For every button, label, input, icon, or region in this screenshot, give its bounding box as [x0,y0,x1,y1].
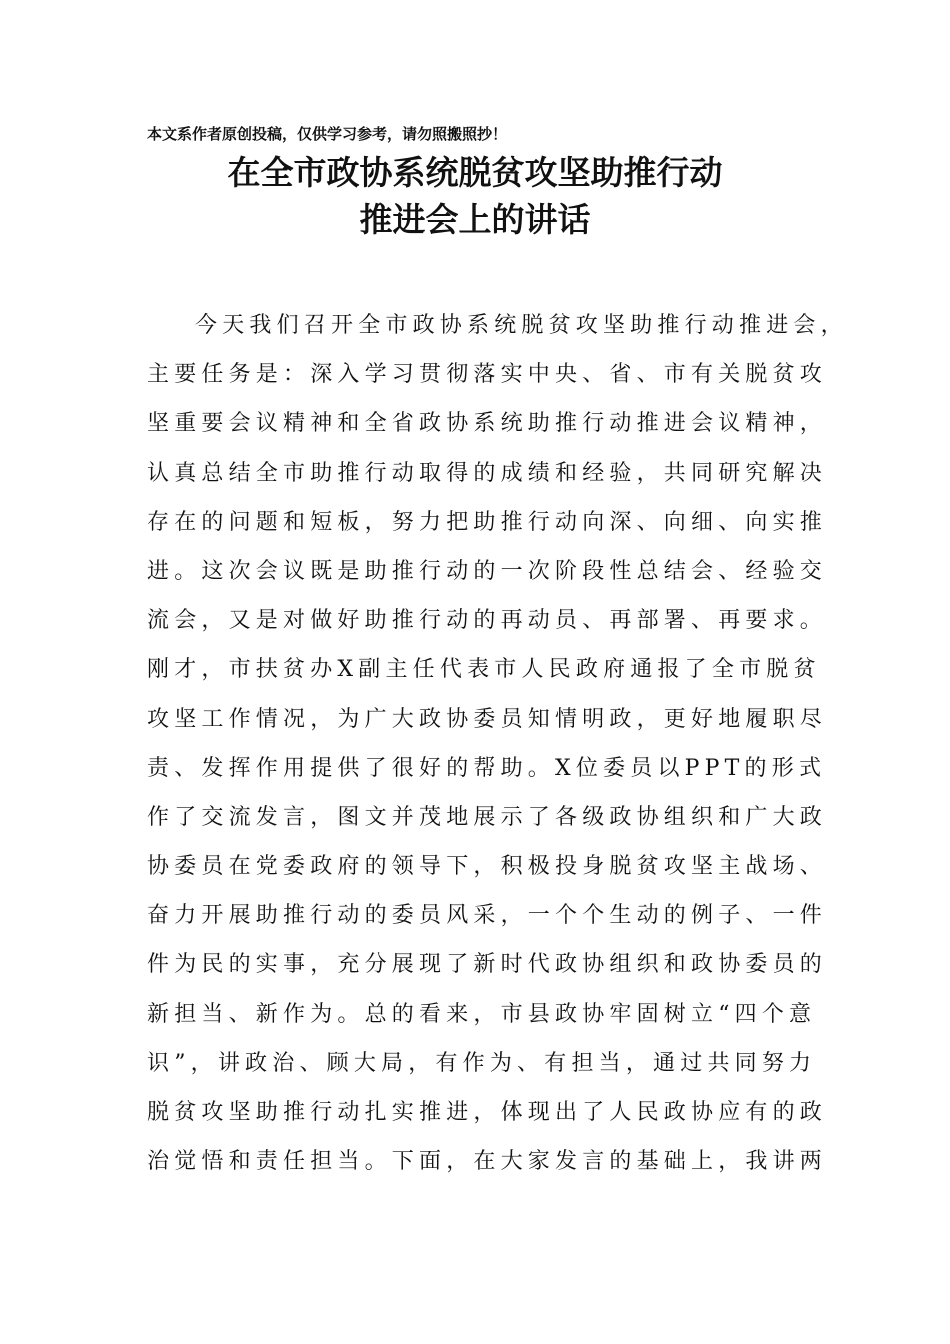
body-line: 脱贫攻坚助推行动扎实推进，体现出了人民政协应有的政 [147,1100,828,1125]
body-line: 流会，又是对做好助推行动的再动员、再部署、再要求。 [147,608,828,634]
body-line: 件为民的实事，充分展现了新时代政协组织和政协委员的 [147,952,828,978]
body-line: 刚才，市扶贫办X副主任代表市人民政府通报了全市脱贫 [147,657,821,683]
body-line: 存在的问题和短板，努力把助推行动向深、向细、向实推 [147,509,828,535]
body-line: 主要任务是：深入学习贯彻落实中央、省、市有关脱贫攻 [147,362,828,388]
body-line: 协委员在党委政府的领导下，积极投身脱贫攻坚主战场、 [147,854,828,880]
body-line: 坚重要会议精神和全省政协系统助推行动推进会议精神， [147,411,828,437]
body-line: 识”，讲政治、顾大局，有作为、有担当，通过共同努力 [147,1050,817,1076]
body-line: 作了交流发言，图文并茂地展示了各级政协组织和广大政 [147,804,828,830]
body-line: 治觉悟和责任担当。下面，在大家发言的基础上，我讲两 [147,1149,828,1175]
copyright-notice: 本文系作者原创投稿，仅供学习参考，请勿照搬照抄！ [147,125,508,143]
body-line: 奋力开展助推行动的委员风采，一个个生动的例子、一件 [147,903,828,929]
body-line: 攻坚工作情况，为广大政协委员知情明政，更好地履职尽 [147,706,828,732]
speech-body [147,306,848,1191]
body-line: 责、发挥作用提供了很好的帮助。X位委员以PPT的形式 [147,755,827,781]
title-line-1: 在全市政协系统脱贫攻坚助推行动 [227,153,723,192]
body-line: 认真总结全市助推行动取得的成绩和经验，共同研究解决 [147,460,828,486]
body-line: 今天我们召开全市政协系统脱贫攻坚助推行动推进会， [195,313,848,338]
body-line: 进。这次会议既是助推行动的一次阶段性总结会、经验交 [147,558,828,584]
title-line-2: 推进会上的讲话 [359,200,591,239]
body-line: 新担当、新作为。总的看来，市县政协牢固树立“四个意 [147,1001,817,1027]
